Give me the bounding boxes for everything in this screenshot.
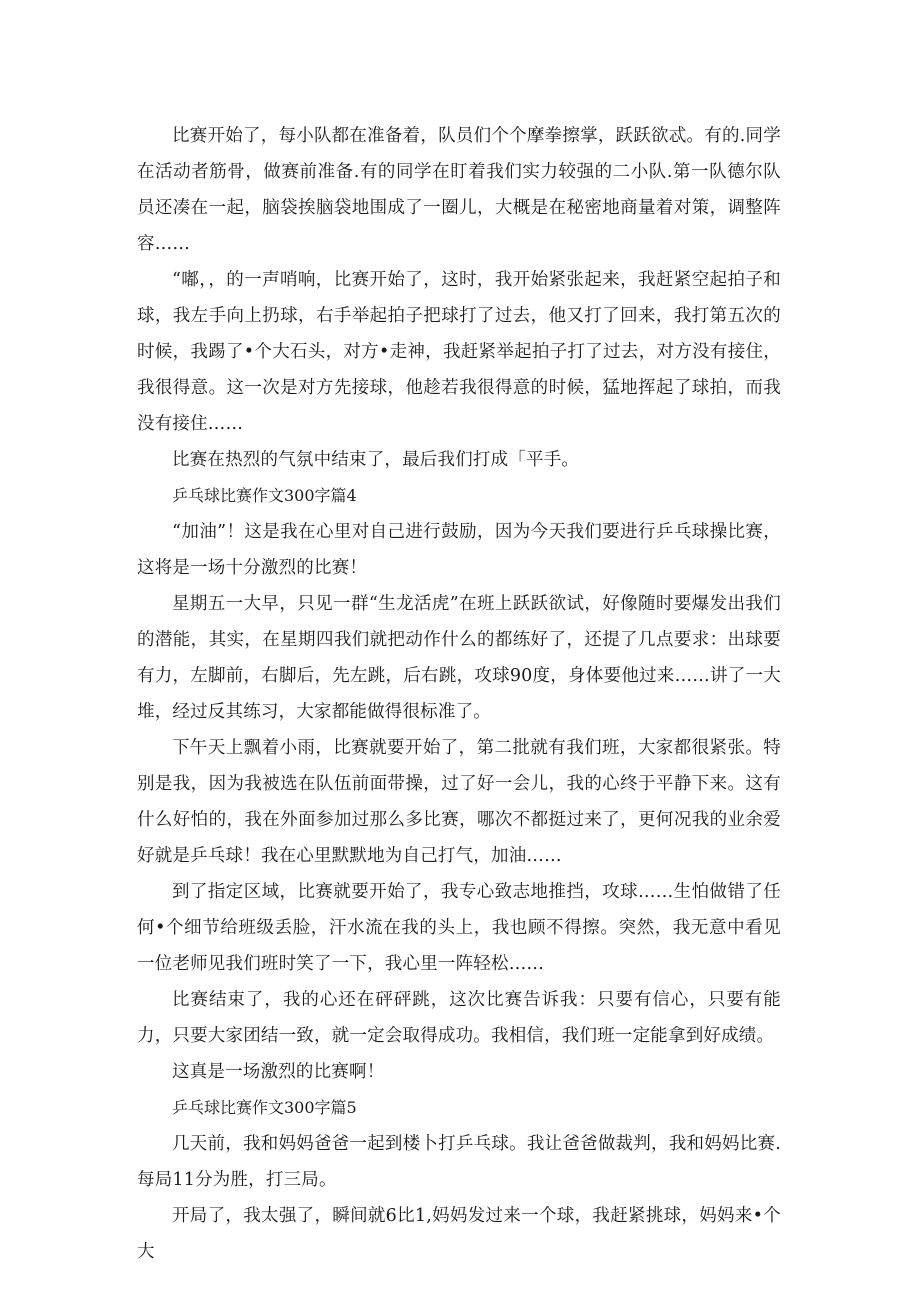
paragraph-area: 到了指定区域，比赛就要开始了，我专心致志地推挡，攻球……生怕做错了任何•个细节给班级丢脸，汗水流在我的头上，我也顾不得擦。突然，我无意中看见一位老师见我们班时笑了一下，我心里一阵轻松…… (137, 882, 781, 974)
paragraph-cheer: “加油”！这是我在心里对自己进行鼓励，因为今天我们要进行乒乓球操比赛，这将是一场十分激烈的比赛！ (137, 522, 781, 578)
paragraph-finish: 比赛结束了，我的心还在砰砰跳，这次比赛告诉我：只要有信心，只要有能力，只要大家团结一致，就一定会取得成功。我相信，我们班一定能拿到好成绩。 (137, 990, 781, 1046)
paragraph-exclaim: 这真是一场激烈的比赛啊！ (172, 1062, 385, 1082)
paragraph-opening: 开局了，我太强了，瞬间就6比1,妈妈发过来一个球，我赶紧挑球，妈妈来•个大 (137, 1206, 781, 1262)
section-heading-5: 乒乓球比赛作文300字篇5 (172, 1098, 357, 1117)
paragraph-whistle: “嘟，，的一声哨响，比赛开始了，这时，我开始紧张起来，我赶紧空起拍子和球，我左手向上扔球，右手举起拍子把球打了过去，他又打了回来，我打第五次的时候，我踢了•个大石头，对方•走神，我赶紧举起拍子打了过去，对方没有接住，我很得意。这一次是对方先接球，他趁若我很得意的时候，猛地挥起了球拍，而我没有接住…… (137, 270, 781, 434)
section-heading-4: 乒乓球比赛作文300字篇4 (172, 486, 357, 505)
paragraph-tie: 比赛在热烈的气氛中结束了，最后我们打成「平手。 (172, 450, 580, 470)
paragraph-downstairs: 几天前，我和妈妈爸爸一起到楼卜打乒乓球。我让爸爸做裁判，我和妈妈比赛.每局11分为胜，打三局。 (137, 1134, 781, 1190)
document-body (137, 118, 781, 1270)
paragraph-match-start: 比赛开始了，每小队都在准备着，队员们个个摩拳擦掌，跃跃欲忒。有的.同学在活动者筋骨，做赛前准备.有的同学在盯着我们实力较强的二小队.第一队德尔队员还凑在一起，脑袋挨脑袋地围成了一圈儿，大概是在秘密地商量着对策，调整阵容…… (137, 126, 781, 254)
paragraph-afternoon: 下午天上飘着小雨，比赛就要开始了，第二批就有我们班，大家都很紧张。特别是我，因为我被选在队伍前面带操，过了好一会儿，我的心终于平静下来。这有什么好怕的，我在外面参加过那么多比赛，哪次不都挺过来了，更何况我的业余爱好就是乒乓球！我在心里默默地为自己打气，加油…… (137, 738, 781, 866)
paragraph-friday: 星期五一大早，只见一群“生龙活虎”在班上跃跃欲试，好像随时要爆发出我们的潜能，其实，在星期四我们就把动作什么的都练好了，还提了几点要求：出球要有力，左脚前，右脚后，先左跳，后右跳，攻球90度，身体要他过来……讲了一大堆，经过反其练习，大家都能做得很标准了。 (137, 594, 781, 722)
